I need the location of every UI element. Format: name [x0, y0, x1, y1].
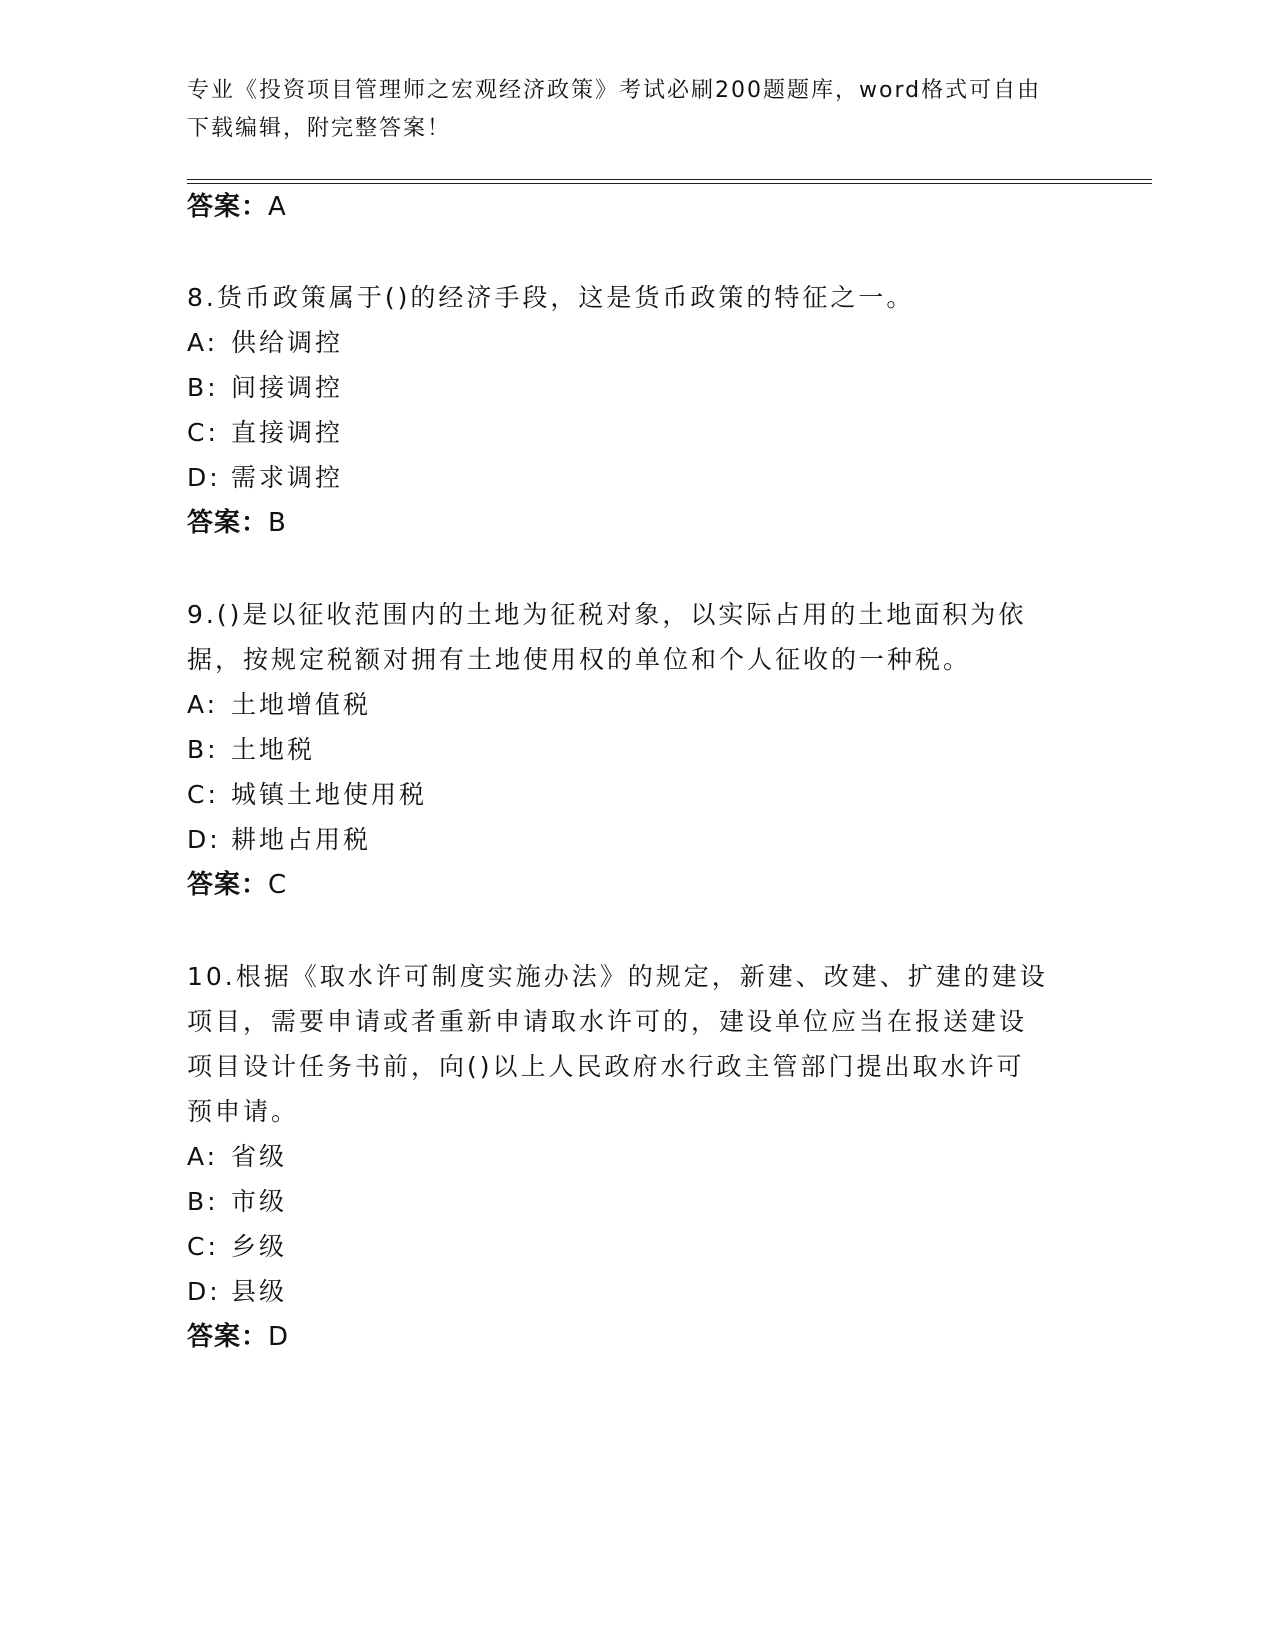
answer-line [187, 1320, 289, 1354]
option-text: 县级 [231, 1277, 288, 1306]
option-text: 耕地占用税 [231, 825, 372, 854]
question-stem-line: 项目，需要申请或者重新申请取水许可的，建设单位应当在报送建设 [187, 1007, 1028, 1036]
question-stem-line: 10.根据《取水许可制度实施办法》的规定，新建、改建、扩建的建设 [187, 962, 1048, 991]
answer-line [187, 868, 287, 902]
document-header [187, 72, 1067, 148]
option-text: 供给调控 [231, 328, 344, 357]
header-line-1: 专业《投资项目管理师之宏观经济政策》考试必刷200题题库，word格式可自由 [187, 78, 1042, 103]
answer-label: 答案： [187, 192, 269, 222]
option-text: 直接调控 [231, 418, 344, 447]
option-letter: A: [187, 328, 219, 357]
option-letter: D: [187, 825, 221, 854]
question-stem-line: 据，按规定税额对拥有土地使用权的单位和个人征收的一种税。 [187, 645, 972, 674]
option-text: 间接调控 [231, 373, 344, 402]
header-divider-bottom [187, 183, 1152, 184]
option-c [187, 778, 427, 812]
answer-line-prev [187, 190, 287, 224]
option-d [187, 1275, 287, 1309]
option-a [187, 1140, 287, 1174]
option-b [187, 733, 315, 767]
option-letter: C: [187, 1232, 219, 1261]
option-letter: D: [187, 463, 221, 492]
option-letter: A: [187, 690, 219, 719]
question-stem-line: 9.()是以征收范围内的土地为征税对象，以实际占用的土地面积为依 [187, 600, 1027, 629]
option-letter: B: [187, 373, 219, 402]
option-letter: B: [187, 1187, 219, 1216]
option-letter: C: [187, 780, 219, 809]
option-text: 城镇土地使用税 [231, 780, 428, 809]
option-c [187, 1230, 287, 1264]
answer-label: 答案： [187, 508, 269, 538]
answer-value: A [268, 192, 287, 222]
option-text: 省级 [231, 1142, 288, 1171]
option-letter: D: [187, 1277, 221, 1306]
option-text: 市级 [231, 1187, 288, 1216]
header-line-2: 下载编辑，附完整答案！ [187, 116, 452, 141]
option-letter: A: [187, 1142, 219, 1171]
header-divider-top [187, 179, 1152, 180]
question-stem-line: 项目设计任务书前，向()以上人民政府水行政主管部门提出取水许可 [187, 1052, 1025, 1081]
answer-label: 答案： [187, 870, 269, 900]
option-letter: B: [187, 735, 219, 764]
option-d [187, 461, 343, 495]
option-text: 需求调控 [231, 463, 344, 492]
option-text: 土地税 [231, 735, 316, 764]
option-a [187, 326, 343, 360]
option-c [187, 416, 343, 450]
option-text: 乡级 [231, 1232, 288, 1261]
answer-value: D [268, 1322, 290, 1352]
answer-line [187, 506, 287, 540]
option-b [187, 371, 343, 405]
answer-value: B [268, 508, 287, 538]
question-stem-line: 8.货币政策属于()的经济手段，这是货币政策的特征之一。 [187, 283, 915, 312]
question-stem-line: 预申请。 [187, 1097, 300, 1126]
option-d [187, 823, 371, 857]
option-b [187, 1185, 287, 1219]
answer-label: 答案： [187, 1322, 269, 1352]
option-a [187, 688, 371, 722]
answer-value: C [268, 870, 288, 900]
option-text: 土地增值税 [231, 690, 372, 719]
option-letter: C: [187, 418, 219, 447]
